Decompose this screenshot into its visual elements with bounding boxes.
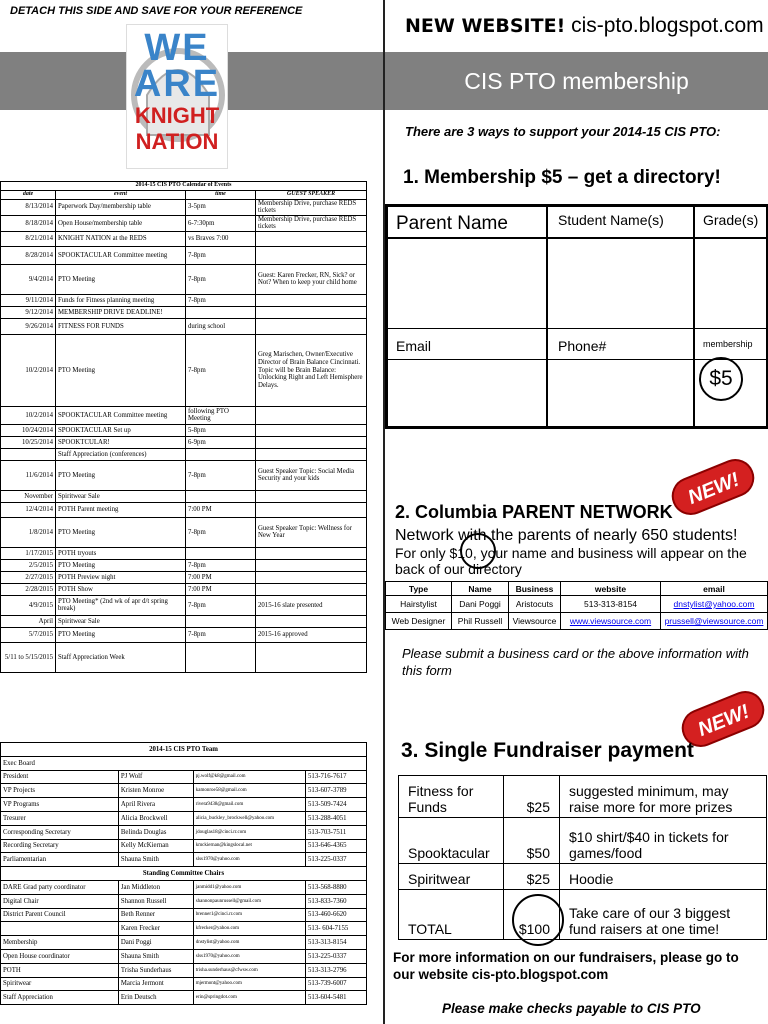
team-phone: 513-225-0337 — [306, 853, 367, 867]
fund-amount: $50 — [504, 818, 560, 864]
membership-form-side — [385, 0, 768, 1024]
event-date: 9/26/2014 — [1, 318, 56, 334]
event-date: 2/28/2015 — [1, 583, 56, 595]
fund-total-label: TOTAL — [399, 890, 504, 940]
event-name: KNIGHT NATION at the REDS — [56, 231, 186, 246]
team-member: Trisha Sunderhaus — [118, 963, 193, 977]
submit-note: Please submit a business card or the above information with this form — [402, 646, 749, 678]
event-date: 12/4/2014 — [1, 502, 56, 517]
membership-fee-cell — [694, 328, 768, 427]
team-member: Alicia Brockwell — [118, 811, 193, 825]
guest-speaker — [256, 490, 367, 502]
event-date: 1/17/2015 — [1, 547, 56, 559]
biz-cell: Aristocuts — [509, 596, 561, 613]
fund-note: Hoodie — [560, 864, 767, 890]
guest-speaker — [256, 571, 367, 583]
new-badge-fundraiser: NEW! — [676, 685, 768, 752]
event-time: 3-5pm — [186, 199, 256, 215]
calendar-header-event: event — [56, 190, 186, 199]
membership-label: membership — [703, 339, 753, 349]
team-role: Spiritwear — [1, 977, 119, 991]
event-time — [186, 547, 256, 559]
event-date: 10/25/2014 — [1, 436, 56, 448]
event-time — [186, 448, 256, 460]
event-name: SPOOKTACULAR Set up — [56, 424, 186, 436]
team-email: rivera9438@gmail.com — [193, 798, 305, 812]
table-row — [1, 627, 367, 642]
table-row — [1, 615, 367, 627]
event-date: 5/11 to 5/15/2015 — [1, 642, 56, 672]
event-name: Spiritwear Sale — [56, 490, 186, 502]
team-member: Shauna Smith — [118, 949, 193, 963]
guest-speaker: 2015-16 approved — [256, 627, 367, 642]
membership-form-grid — [385, 204, 768, 429]
event-time: vs Braves 7:00 — [186, 231, 256, 246]
event-name: Staff Appreciation (conferences) — [56, 448, 186, 460]
team-phone: 513-460-6620 — [306, 908, 367, 922]
event-time: following PTO Meeting — [186, 406, 256, 424]
team-role: Recording Secretary — [1, 839, 119, 853]
section2-heading: 2. Columbia PARENT NETWORK — [395, 502, 673, 522]
team-member: Dani Poggi — [118, 936, 193, 950]
table-row — [386, 596, 768, 613]
table-row — [399, 776, 767, 818]
we-are-knight-nation-logo — [126, 24, 228, 169]
fundraiser-table — [398, 775, 767, 940]
event-time: 6-7:30pm — [186, 215, 256, 231]
fund-amount: $25 — [504, 776, 560, 818]
event-date: 9/11/2014 — [1, 294, 56, 306]
team-email: slss1970@yahoo.com — [193, 853, 305, 867]
hundred-dollar-circle — [512, 894, 564, 946]
guest-speaker — [256, 318, 367, 334]
table-row — [1, 991, 367, 1005]
team-member: Marcia Jermont — [118, 977, 193, 991]
table-row — [1, 811, 367, 825]
guest-speaker — [256, 547, 367, 559]
calendar-header-time: time — [186, 190, 256, 199]
event-time: during school — [186, 318, 256, 334]
table-row — [1, 547, 367, 559]
business-directory-table — [385, 581, 768, 630]
team-email: dnstylist@yahoo.com — [193, 936, 305, 950]
more-info: For more information on our fundraisers, please go to our website cis-pto.blogspot.com — [393, 950, 739, 982]
biz-header-name: Name — [452, 582, 509, 596]
logo-line-are: ARE — [133, 63, 221, 105]
team-role: VP Programs — [1, 798, 119, 812]
team-role: Tresurer — [1, 811, 119, 825]
table-row — [1, 853, 367, 867]
team-role: DARE Grad party coordinator — [1, 880, 119, 894]
table-row — [1, 559, 367, 571]
guest-speaker — [256, 294, 367, 306]
event-time: 7-8pm — [186, 460, 256, 490]
event-name: POTH Preview night — [56, 571, 186, 583]
team-phone: 513-607-3789 — [306, 784, 367, 798]
table-row — [1, 839, 367, 853]
pto-team-table — [0, 742, 367, 1005]
team-email: kfrecker@yahoo.com — [193, 922, 305, 936]
team-email: shannonpaunrussell@gmail.com — [193, 894, 305, 908]
guest-speaker — [256, 306, 367, 318]
event-time: 7:00 PM — [186, 583, 256, 595]
event-time: 7-8pm — [186, 264, 256, 294]
table-row — [1, 517, 367, 547]
event-name: PTO Meeting — [56, 264, 186, 294]
standing-committee-title: Standing Committee Chairs — [1, 867, 367, 881]
table-row — [1, 502, 367, 517]
team-email: slss1970@yahoo.com — [193, 949, 305, 963]
team-member: Erin Deutsch — [118, 991, 193, 1005]
team-member: PJ Wolf — [118, 770, 193, 784]
new-website-line — [405, 14, 764, 38]
team-email: mjermont@yahoo.com — [193, 977, 305, 991]
fund-total-amount: $100 — [504, 890, 560, 940]
student-names-header: Student Name(s) — [547, 206, 694, 238]
team-role: VP Projects — [1, 784, 119, 798]
team-member: Jan Middleton — [118, 880, 193, 894]
standing-committee-title-row — [1, 867, 367, 881]
guest-speaker: Guest: Karen Frecker, RN, Sick? or Not? When to keep your child home — [256, 264, 367, 294]
biz-email-cell — [661, 613, 768, 630]
biz-cell: Web Designer — [386, 613, 452, 630]
team-role: Membership — [1, 936, 119, 950]
event-date: 11/6/2014 — [1, 460, 56, 490]
event-time — [186, 306, 256, 318]
table-row — [1, 583, 367, 595]
email-link[interactable]: dnstylist@yahoo.com — [673, 599, 755, 609]
calendar-header-guest-speaker: GUEST SPEAKER — [256, 190, 367, 199]
table-row — [1, 460, 367, 490]
event-time: 7-8pm — [186, 595, 256, 615]
event-name: SPOOKTACULAR Committee meeting — [56, 406, 186, 424]
team-phone: 513-509-7424 — [306, 798, 367, 812]
table-row — [1, 936, 367, 950]
table-row — [1, 231, 367, 246]
team-member: Kelly McKiernan — [118, 839, 193, 853]
team-phone: 513-833-7360 — [306, 894, 367, 908]
team-phone: 513-313-8154 — [306, 936, 367, 950]
team-role: Parliamentarian — [1, 853, 119, 867]
event-time: 7:00 PM — [186, 571, 256, 583]
team-role: Digital Chair — [1, 894, 119, 908]
event-name: Spiritwear Sale — [56, 615, 186, 627]
guest-speaker — [256, 448, 367, 460]
table-row — [1, 949, 367, 963]
logo-line-knight: KNIGHT — [134, 103, 220, 128]
calendar-header-date: date — [1, 190, 56, 199]
table-row — [1, 490, 367, 502]
table-row — [1, 977, 367, 991]
fund-name: Fitness for Funds — [399, 776, 504, 818]
table-row — [1, 571, 367, 583]
team-phone: 513-703-7511 — [306, 825, 367, 839]
table-row — [1, 334, 367, 406]
team-email: pj.wolf@k8@gmail.com — [193, 770, 305, 784]
team-member: Kristen Monroe — [118, 784, 193, 798]
team-phone: 513-739-6007 — [306, 977, 367, 991]
table-row — [1, 215, 367, 231]
event-date: 9/4/2014 — [1, 264, 56, 294]
event-date: 2/27/2015 — [1, 571, 56, 583]
table-row — [1, 770, 367, 784]
network-line1: Network with the parents of nearly 650 students! — [395, 527, 738, 544]
fund-name: Spooktacular — [399, 818, 504, 864]
team-phone: 513-225-0337 — [306, 949, 367, 963]
team-phone: 513-716-7617 — [306, 770, 367, 784]
event-date: 9/12/2014 — [1, 306, 56, 318]
team-role: President — [1, 770, 119, 784]
event-time: 7-8pm — [186, 559, 256, 571]
team-email: kmckiernan@kingslocal.net — [193, 839, 305, 853]
event-time — [186, 615, 256, 627]
network-line2: For only $10, your name and business will appear on the back of our directory — [395, 545, 747, 577]
table-row — [1, 436, 367, 448]
table-row — [399, 818, 767, 864]
event-name: Paperwork Day/membership table — [56, 199, 186, 215]
team-member: Beth Renner — [118, 908, 193, 922]
fund-note: $10 shirt/$40 in tickets for games/food — [560, 818, 767, 864]
event-name: PTO Meeting — [56, 517, 186, 547]
guest-speaker: Guest Speaker Topic: Wellness for New Year — [256, 517, 367, 547]
table-row — [1, 894, 367, 908]
event-date: 10/24/2014 — [1, 424, 56, 436]
phone-field[interactable] — [547, 328, 694, 427]
event-name: POTH Parent meeting — [56, 502, 186, 517]
event-time: 7-8pm — [186, 334, 256, 406]
section1-heading: 1. Membership $5 – get a directory! — [403, 167, 721, 188]
biz-cell: 513-313-8154 — [561, 596, 661, 613]
table-row — [1, 306, 367, 318]
team-phone: 513-604-5481 — [306, 991, 367, 1005]
new-website-label: NEW WEBSITE! — [405, 15, 566, 37]
event-date: November — [1, 490, 56, 502]
event-name: PTO Meeting — [56, 559, 186, 571]
email-label: Email — [396, 338, 432, 354]
biz-cell: Phil Russell — [452, 613, 509, 630]
event-date: 1/8/2014 — [1, 517, 56, 547]
biz-header-email: email — [661, 582, 768, 596]
table-row — [399, 890, 767, 940]
event-name: PTO Meeting — [56, 627, 186, 642]
team-email: alicia_buckley_brockwell@yahoo.com — [193, 811, 305, 825]
checks-payable-note: Please make checks payable to CIS PTO — [442, 1001, 701, 1016]
table-row — [1, 448, 367, 460]
table-row — [1, 825, 367, 839]
team-email: erin@springdot.com — [193, 991, 305, 1005]
event-name: PTO Meeting — [56, 460, 186, 490]
team-phone: 513-568-8880 — [306, 880, 367, 894]
team-email: trisha.sunderhaus@cfwsw.com — [193, 963, 305, 977]
grades-header: Grade(s) — [694, 206, 768, 238]
section3-heading: 3. Single Fundraiser payment — [401, 739, 694, 762]
team-phone: 513-288-4051 — [306, 811, 367, 825]
table-row — [1, 424, 367, 436]
event-date — [1, 448, 56, 460]
guest-speaker — [256, 436, 367, 448]
team-role — [1, 922, 119, 936]
guest-speaker: Guest Speaker Topic: Social Media Security and your kids — [256, 460, 367, 490]
team-member: Belinda Douglas — [118, 825, 193, 839]
table-row — [1, 784, 367, 798]
team-email: jdouglas18@cinci.rr.com — [193, 825, 305, 839]
team-title: 2014-15 CIS PTO Team — [1, 743, 367, 757]
event-name: SPOOKTACULAR Committee meeting — [56, 246, 186, 264]
table-row — [1, 798, 367, 812]
intro-text: There are 3 ways to support your 2014-15 CIS PTO: — [405, 124, 721, 139]
event-name: POTH tryouts — [56, 547, 186, 559]
event-name: PTO Meeting* (2nd wk of apr d/t spring break) — [56, 595, 186, 615]
ten-dollar-circle — [460, 533, 496, 569]
event-date: 8/21/2014 — [1, 231, 56, 246]
email-link[interactable]: prussell@viewsource.com — [664, 616, 764, 626]
table-row — [1, 922, 367, 936]
biz-website-cell — [561, 613, 661, 630]
biz-email-cell — [661, 596, 768, 613]
fund-name: Spiritwear — [399, 864, 504, 890]
detach-note: DETACH THIS SIDE AND SAVE FOR YOUR REFERENCE — [10, 5, 303, 17]
team-member: Karen Frecker — [118, 922, 193, 936]
guest-speaker — [256, 642, 367, 672]
guest-speaker: 2015-16 slate presented — [256, 595, 367, 615]
biz-header-website: website — [561, 582, 661, 596]
fund-amount: $25 — [504, 864, 560, 890]
team-member: Shannon Russell — [118, 894, 193, 908]
event-time — [186, 490, 256, 502]
table-row — [1, 318, 367, 334]
biz-cell: Dani Poggi — [452, 596, 509, 613]
guest-speaker — [256, 615, 367, 627]
guest-speaker: Membership Drive, purchase REDS tickets — [256, 199, 367, 215]
table-row — [1, 963, 367, 977]
fund-note: suggested minimum, may raise more for more prizes — [560, 776, 767, 818]
fund-note: Take care of our 3 biggest fund raisers at one time! — [560, 890, 767, 940]
new-badge-network: NEW! — [666, 453, 760, 520]
event-name: POTH Show — [56, 583, 186, 595]
event-date: April — [1, 615, 56, 627]
event-date: 5/7/2015 — [1, 627, 56, 642]
guest-speaker — [256, 424, 367, 436]
event-time: 7-8pm — [186, 517, 256, 547]
event-time: 7-8pm — [186, 627, 256, 642]
guest-speaker: Greg Marischen, Owner/Executive Director of Brain Balance Cincinnati. Topic will be Brain Balance: Unlocking Right and Left Hemisphere Delays. — [256, 334, 367, 406]
calendar-of-events-table — [0, 181, 367, 673]
email-field[interactable] — [387, 328, 547, 427]
parent-name-header: Parent Name — [387, 206, 547, 238]
exec-board-label: Exec Board — [1, 756, 367, 770]
guest-speaker — [256, 559, 367, 571]
table-row — [1, 294, 367, 306]
event-name: FITNESS FOR FUNDS — [56, 318, 186, 334]
team-role: Open House coordinator — [1, 949, 119, 963]
event-date: 8/28/2014 — [1, 246, 56, 264]
biz-header-business: Business — [509, 582, 561, 596]
guest-speaker: Membership Drive, purchase REDS tickets — [256, 215, 367, 231]
guest-speaker — [256, 406, 367, 424]
website-link[interactable]: www.viewsource.com — [569, 616, 652, 626]
event-date: 10/2/2014 — [1, 406, 56, 424]
team-role: District Parent Council — [1, 908, 119, 922]
table-row — [1, 908, 367, 922]
biz-header-type: Type — [386, 582, 452, 596]
event-time — [186, 642, 256, 672]
event-date: 10/2/2014 — [1, 334, 56, 406]
event-date: 8/18/2014 — [1, 215, 56, 231]
calendar-title: 2014-15 CIS PTO Calendar of Events — [1, 182, 367, 191]
phone-label: Phone# — [558, 338, 607, 354]
event-time: 6-9pm — [186, 436, 256, 448]
price-circle: $5 — [699, 357, 743, 401]
reference-side — [0, 0, 383, 1024]
event-time: 5-8pm — [186, 424, 256, 436]
team-role: Staff Appreciation — [1, 991, 119, 1005]
event-time: 7:00 PM — [186, 502, 256, 517]
team-role: Corresponding Secretary — [1, 825, 119, 839]
table-row — [1, 880, 367, 894]
website-url: cis-pto.blogspot.com — [571, 14, 764, 37]
team-phone: 513-646-4365 — [306, 839, 367, 853]
event-date: 4/9/2015 — [1, 595, 56, 615]
event-name: MEMBERSHIP DRIVE DEADLINE! — [56, 306, 186, 318]
event-time: 7-8pm — [186, 294, 256, 306]
biz-cell: Viewsource — [509, 613, 561, 630]
event-name: Staff Appreciation Week — [56, 642, 186, 672]
event-name: PTO Meeting — [56, 334, 186, 406]
guest-speaker — [256, 246, 367, 264]
table-row — [1, 595, 367, 615]
guest-speaker — [256, 231, 367, 246]
logo-line-we: WE — [144, 27, 210, 69]
table-row — [1, 264, 367, 294]
table-row — [399, 864, 767, 890]
table-row — [386, 613, 768, 630]
guest-speaker — [256, 502, 367, 517]
team-role: POTH — [1, 963, 119, 977]
membership-banner: CIS PTO membership — [385, 52, 768, 110]
table-row — [1, 642, 367, 672]
event-date: 8/13/2014 — [1, 199, 56, 215]
logo-line-nation: NATION — [135, 129, 219, 154]
team-email: brenner1@cinci.rr.com — [193, 908, 305, 922]
event-date: 2/5/2015 — [1, 559, 56, 571]
table-row — [1, 199, 367, 215]
team-member: April Rivera — [118, 798, 193, 812]
team-email: janmidd1@yahoo.com — [193, 880, 305, 894]
guest-speaker — [256, 583, 367, 595]
biz-cell: Hairstylist — [386, 596, 452, 613]
team-member: Shauna Smith — [118, 853, 193, 867]
team-phone: 513-313-2796 — [306, 963, 367, 977]
team-phone: 513- 604-7155 — [306, 922, 367, 936]
event-name: Funds for Fitness planning meeting — [56, 294, 186, 306]
table-row — [1, 246, 367, 264]
event-time: 7-8pm — [186, 246, 256, 264]
team-email: kamonroe58@gmail.com — [193, 784, 305, 798]
event-name: SPOOKTCULAR! — [56, 436, 186, 448]
event-name: Open House/membership table — [56, 215, 186, 231]
table-row — [1, 406, 367, 424]
